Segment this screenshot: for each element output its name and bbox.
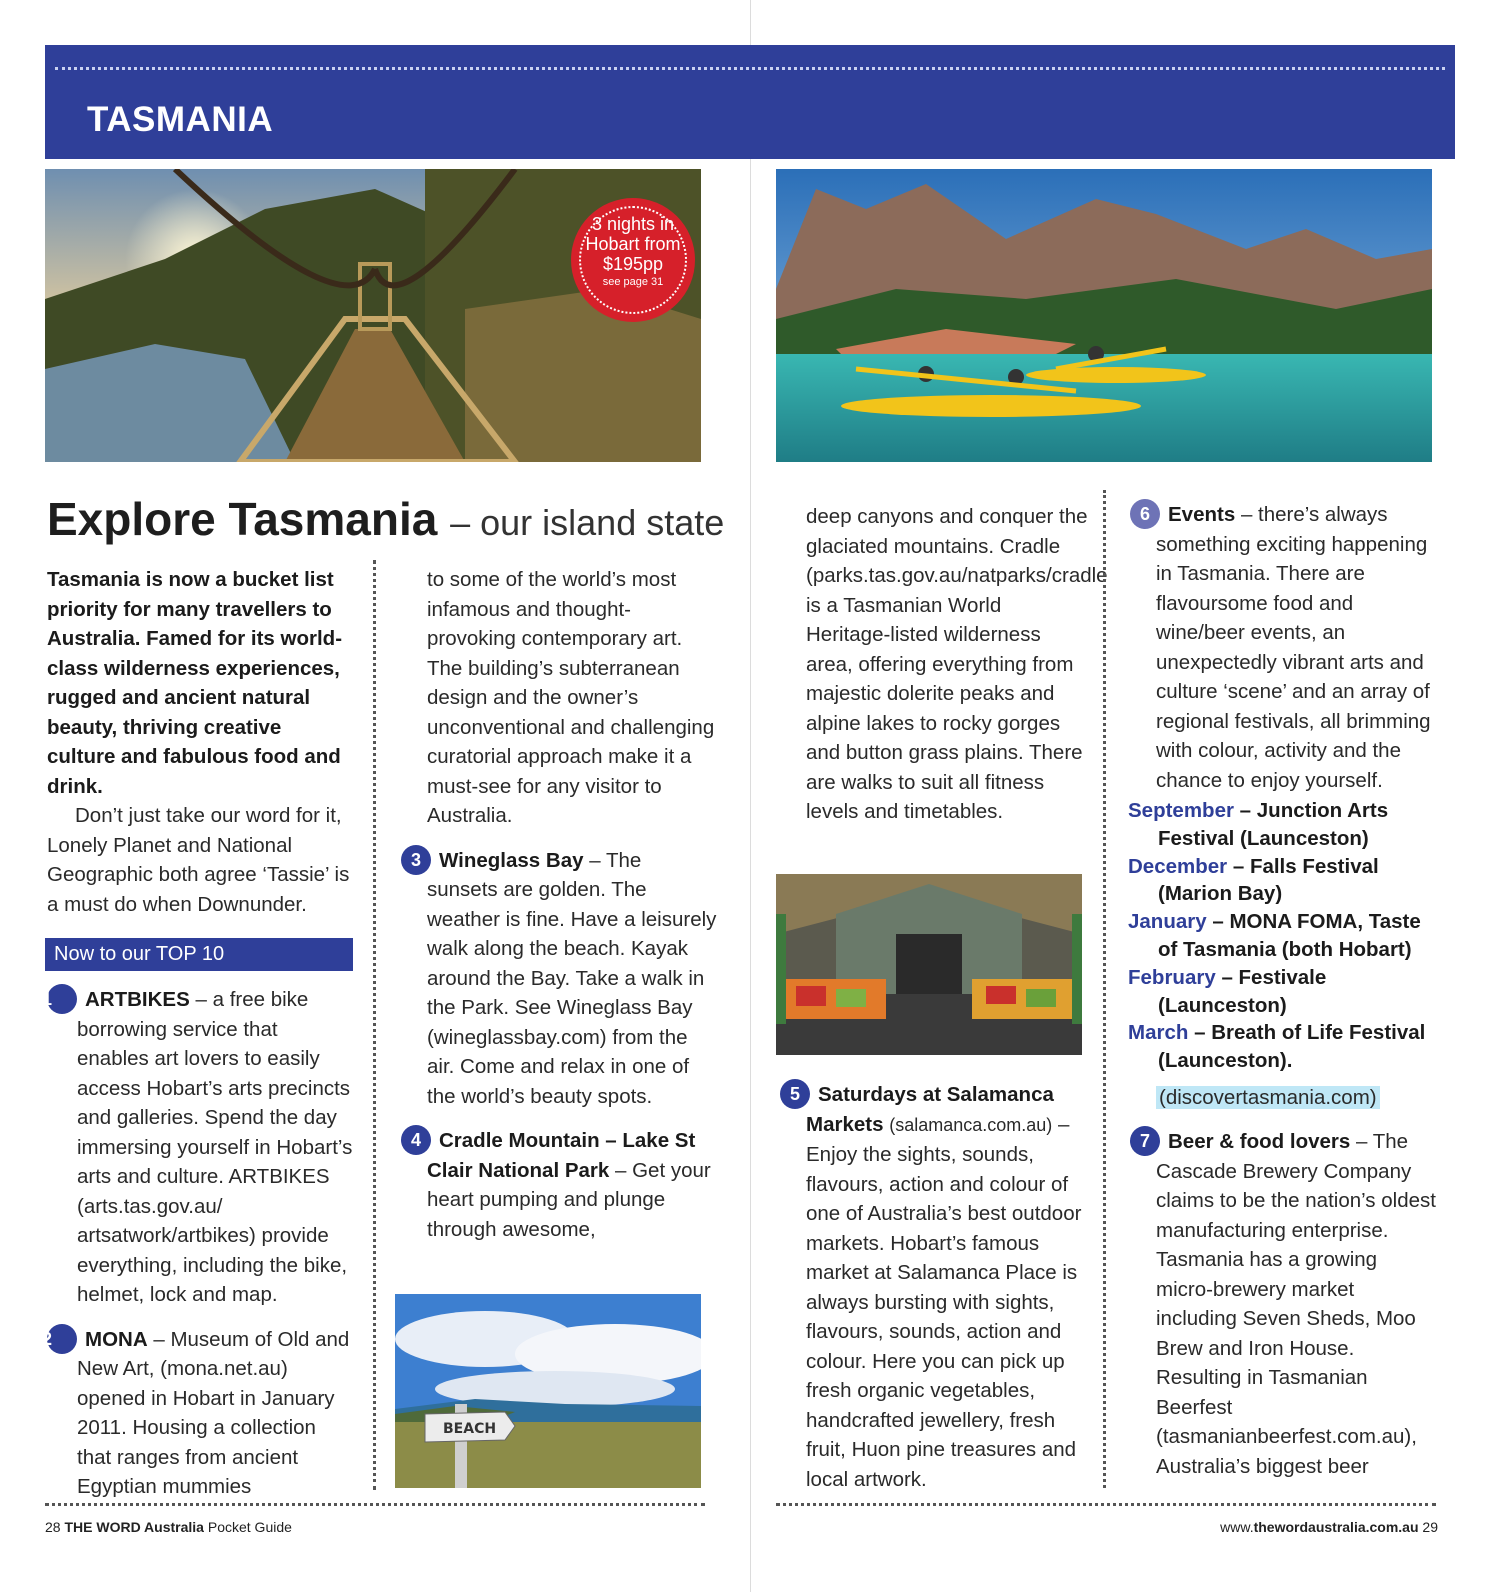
event-item	[1128, 964, 1438, 1020]
event-month: March	[1128, 1021, 1189, 1045]
column-1	[47, 565, 355, 919]
event-text: – MONA FOMA, Taste of Tasmania (both Hobart)	[1158, 910, 1421, 961]
item-name: ARTBIKES	[85, 988, 190, 1011]
badge-note: see page 31	[602, 276, 664, 288]
page-number-right: 29	[1422, 1519, 1438, 1535]
item-number: 4	[401, 1125, 431, 1155]
column-2	[410, 565, 717, 1244]
column-3-list	[776, 1079, 1086, 1494]
item-text: – Museum of Old and New Art, (mona.net.au) opened in Hobart in January 2011. Housing a collection that ranges from ancient Egyptian mummies	[77, 1327, 350, 1498]
intro-text: Don’t just take our word for it, Lonely Planet and National Geographic both agree ‘Tassie’ is a must do when Downunder.	[47, 804, 350, 916]
event-month: December	[1128, 854, 1228, 878]
item-name: Events	[1168, 503, 1236, 526]
event-text: – Breath of Life Festival (Launceston).	[1158, 1021, 1426, 1073]
event-text: – Festivale (Launceston)	[1158, 965, 1327, 1017]
events-list	[1128, 797, 1438, 1075]
footer-brand: THE WORD Australia	[64, 1519, 204, 1535]
page-gutter	[750, 0, 751, 1592]
section-banner	[45, 45, 1455, 159]
list-item-wineglass-bay	[401, 845, 717, 1112]
item-name: Cradle Mountain – Lake St Clair National Park	[427, 1129, 696, 1182]
intro-lead: Tasmania is now a bucket list priority for many travellers to Australia. Famed for its world-class wilderness experiences, rugged and ancient natural beauty, thriving creative culture and fabulous food and drink.	[47, 568, 343, 798]
footer-suffix: Pocket Guide	[207, 1519, 292, 1535]
section-title: TASMANIA	[87, 100, 274, 139]
price-badge	[573, 200, 693, 320]
footer-rule-right	[776, 1503, 1436, 1506]
event-month: February	[1128, 965, 1216, 989]
item-number: 5	[780, 1079, 810, 1109]
column-4	[1128, 499, 1438, 1481]
list-item-cradle-mountain	[401, 1125, 717, 1244]
item-name: Wineglass Bay	[439, 848, 584, 872]
column-1-list	[41, 984, 355, 1502]
event-month: January	[1128, 910, 1207, 934]
footer-url-prefix: www.	[1220, 1519, 1254, 1535]
list-item-artbikes	[41, 984, 355, 1310]
list-item-beer-food	[1128, 1126, 1438, 1481]
column-divider-1	[373, 560, 376, 1490]
item-text: – Get your heart pumping and plunge through awesome,	[427, 1158, 711, 1241]
item-number: 1	[47, 984, 77, 1014]
badge-text	[573, 214, 693, 274]
event-item	[1128, 853, 1438, 909]
badge-line3: $195pp	[602, 254, 664, 274]
badge-line2: Hobart from	[585, 234, 681, 254]
item-text: – there’s always something exciting happening in Tasmania. There are flavoursome food and wine/beer events, an unexpectedly vibrant arts and culture ‘scene’ and an array of regional festivals, all brimming with colour, activity and the chance to enjoy yourself.	[1156, 503, 1431, 792]
item-name: MONA	[85, 1327, 148, 1351]
discover-tasmania-link[interactable]: (discovertasmania.com)	[1156, 1086, 1380, 1109]
market-photo	[776, 874, 1082, 1055]
event-item	[1128, 797, 1438, 853]
event-item	[1128, 908, 1438, 964]
item-text: – The Cascade Brewery Company claims to be the nation’s oldest manufacturing enterprise. Tasmania has a growing micro-brewery market including Seven Sheds, Moo Brew and Iron House. Resulting in Tasmanian Beerfest (tasmanianbeerfest.com.au), Australia’s biggest beer	[1156, 1130, 1436, 1478]
event-month: September	[1128, 799, 1234, 822]
item-name: Saturdays at Salamanca Markets	[806, 1083, 1054, 1136]
footer-right	[1220, 1519, 1438, 1535]
item-text: – a free bike borrowing service that enables art lovers to easily access Hobart’s arts precincts and galleries. Spend the day immersing yourself in Hobart’s arts and culture. ARTBIKES (arts.tas.gov.au/ artsatwork/artbikes) provide everything, including the bike, helmet, lock and map.	[77, 988, 353, 1306]
events-link-row	[1128, 1083, 1438, 1113]
top10-heading: Now to our TOP 10	[45, 938, 353, 971]
badge-line1: 3 nights in	[591, 214, 675, 234]
footer-left	[45, 1519, 292, 1535]
kayak-photo	[776, 169, 1432, 462]
article-title: Explore Tasmania	[47, 493, 438, 545]
column-3	[806, 502, 1108, 827]
item-text: – Enjoy the sights, sounds, flavours, action and colour of one of Australia’s best outdoor markets. Hobart’s famous market at Salamanca Place is always bursting with sights, flavours, sounds, action and colour. Here you can pick up fresh organic vegetables, handcrafted jewellery, fresh fruit, Huon pine treasures and local artwork.	[806, 1112, 1082, 1491]
mona-continued: to some of the world’s most infamous and thought-provoking contemporary art. The building’s subterranean design and the owner’s unconventional and challenging curatorial approach make it a must-see for any visitor to Australia.	[427, 568, 715, 827]
cradle-continued: deep canyons and conquer the glaciated mountains. Cradle (parks.tas.gov.au/natparks/cradle is a Tasmanian World Heritage-listed wilderness area, offering everything from majestic dolerite peaks and alpine lakes to rocky gorges and button grass plains. There are walks to suit all fitness levels and timetables.	[806, 505, 1108, 823]
item-number: 3	[401, 845, 431, 875]
item-text: – The sunsets are golden. The weather is fine. Have a leisurely walk along the beach. Kayak around the Bay. Take a walk in the Park. See Wineglass Bay (wineglassbay.com) from the air. Come and relax in one of the world’s beauty spots.	[427, 848, 717, 1108]
item-number: 7	[1130, 1126, 1160, 1156]
footer-rule-left	[45, 1503, 705, 1506]
list-item-salamanca-markets	[776, 1079, 1086, 1494]
column-divider-2	[1103, 490, 1106, 1488]
item-name: Beer & food lovers	[1168, 1130, 1351, 1154]
article-headline	[47, 492, 724, 546]
event-text: – Falls Festival (Marion Bay)	[1158, 854, 1379, 906]
beach-sign-label: BEACH	[443, 1421, 497, 1437]
banner-dotted-rule	[55, 67, 1445, 70]
list-item-mona	[41, 1324, 355, 1502]
event-text: – Junction Arts Festival (Launceston)	[1158, 799, 1389, 850]
item-number: 2	[47, 1324, 77, 1354]
item-url: (salamanca.com.au)	[889, 1114, 1053, 1135]
page-number-left: 28	[45, 1519, 61, 1535]
article-subtitle: – our island state	[450, 502, 725, 543]
footer-url-domain[interactable]: thewordaustralia.com.au	[1253, 1519, 1419, 1535]
event-item	[1128, 1019, 1438, 1075]
item-number: 6	[1130, 499, 1160, 529]
beach-photo	[395, 1294, 701, 1488]
list-item-events	[1128, 499, 1438, 795]
